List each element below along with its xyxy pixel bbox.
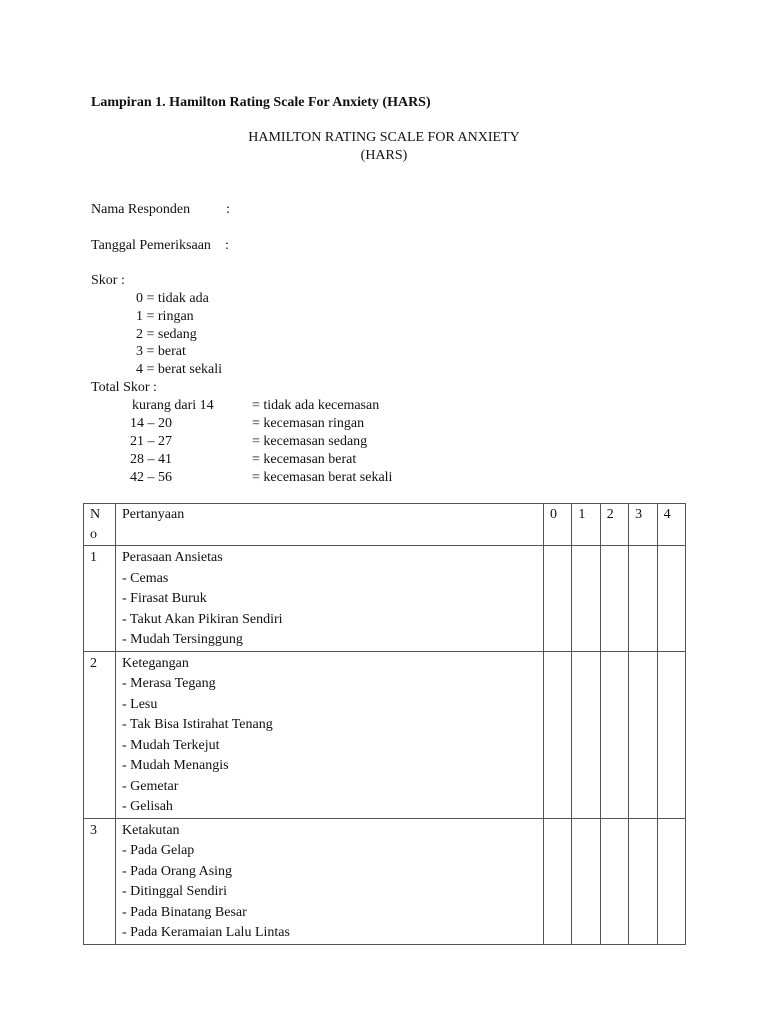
total-skor-meaning: = kecemasan sedang (252, 434, 368, 449)
question-item: - Mudah Tersinggung (122, 632, 243, 647)
tanggal-pemeriksaan-colon: : (225, 238, 229, 253)
question-item: - Pada Keramaian Lalu Lintas (122, 925, 290, 940)
question-item: - Gemetar (122, 778, 179, 794)
total-skor-meaning: = tidak ada kecemasan (252, 398, 380, 413)
question-title: Ketegangan (122, 655, 189, 671)
score-cell-2[interactable] (600, 651, 628, 818)
total-skor-range: kurang dari 14 (132, 398, 214, 413)
score-cell-2[interactable] (600, 546, 628, 652)
appendix-title: Lampiran 1. Hamilton Rating Scale For Anxiety (HARS) (91, 95, 431, 110)
question-cell (116, 818, 544, 944)
question-item: - Pada Gelap (122, 843, 195, 858)
row-number: 1 (84, 546, 116, 652)
form-title-line1: HAMILTON RATING SCALE FOR ANXIETY (248, 130, 520, 145)
hars-table-wrap (83, 503, 685, 945)
question-cell (116, 651, 544, 818)
score-cell-0[interactable] (544, 546, 572, 652)
header-no-line1: N (90, 507, 101, 522)
question-item: - Lesu (122, 696, 158, 712)
question-item: - Tak Bisa Istirahat Tenang (122, 717, 273, 732)
score-cell-1[interactable] (572, 651, 600, 818)
table-row (84, 818, 686, 944)
total-skor-range: 14 – 20 (130, 416, 172, 431)
question-title: Perasaan Ansietas (122, 550, 223, 565)
header-question: Pertanyaan (116, 504, 544, 546)
header-score-2: 2 (600, 504, 628, 546)
skor-item: 0 = tidak ada (136, 291, 209, 306)
question-item: - Cemas (122, 570, 169, 586)
question-item: - Gelisah (122, 799, 173, 814)
nama-responden-label: Nama Responden (91, 202, 191, 217)
question-cell (116, 546, 544, 652)
total-skor-range: 28 – 41 (130, 452, 172, 467)
score-cell-4[interactable] (657, 546, 685, 652)
form-title-line2: (HARS) (360, 148, 408, 163)
header-no (84, 504, 116, 546)
total-skor-range: 21 – 27 (130, 434, 172, 449)
score-cell-4[interactable] (657, 818, 685, 944)
skor-item: 1 = ringan (136, 309, 194, 324)
question-item: - Takut Akan Pikiran Sendiri (122, 611, 283, 627)
score-cell-4[interactable] (657, 651, 685, 818)
total-skor-range: 42 – 56 (130, 470, 172, 485)
total-skor-meaning: = kecemasan berat (252, 452, 357, 467)
skor-label: Skor : (91, 273, 125, 288)
score-cell-0[interactable] (544, 651, 572, 818)
header-score-0: 0 (544, 504, 572, 546)
row-number: 3 (84, 818, 116, 944)
header-score-1: 1 (572, 504, 600, 546)
table-row (84, 651, 686, 818)
total-skor-meaning: = kecemasan berat sekali (252, 470, 393, 485)
table-row (84, 546, 686, 652)
tanggal-pemeriksaan-label: Tanggal Pemeriksaan (91, 238, 211, 253)
hars-table (83, 503, 686, 945)
question-item: - Merasa Tegang (122, 676, 216, 691)
total-skor-label: Total Skor : (91, 380, 157, 395)
skor-item: 3 = berat (136, 344, 186, 359)
nama-responden-colon: : (226, 202, 230, 217)
question-item: - Ditinggal Sendiri (122, 884, 227, 899)
question-title: Ketakutan (122, 822, 180, 838)
score-cell-1[interactable] (572, 546, 600, 652)
question-item: - Pada Orang Asing (122, 863, 233, 879)
header-score-4: 4 (657, 504, 685, 546)
total-skor-meaning: = kecemasan ringan (252, 416, 365, 431)
header-no-line2: o (90, 527, 97, 542)
skor-item: 4 = berat sekali (136, 362, 223, 377)
header-score-3: 3 (629, 504, 657, 546)
question-item: - Pada Binatang Besar (122, 904, 247, 920)
table-header-row (84, 504, 686, 546)
score-cell-0[interactable] (544, 818, 572, 944)
score-cell-2[interactable] (600, 818, 628, 944)
score-cell-3[interactable] (629, 546, 657, 652)
question-item: - Mudah Terkejut (122, 737, 220, 753)
score-cell-1[interactable] (572, 818, 600, 944)
question-item: - Firasat Buruk (122, 591, 207, 606)
score-cell-3[interactable] (629, 818, 657, 944)
skor-item: 2 = sedang (136, 327, 197, 342)
score-cell-3[interactable] (629, 651, 657, 818)
question-item: - Mudah Menangis (122, 758, 229, 773)
row-number: 2 (84, 651, 116, 818)
